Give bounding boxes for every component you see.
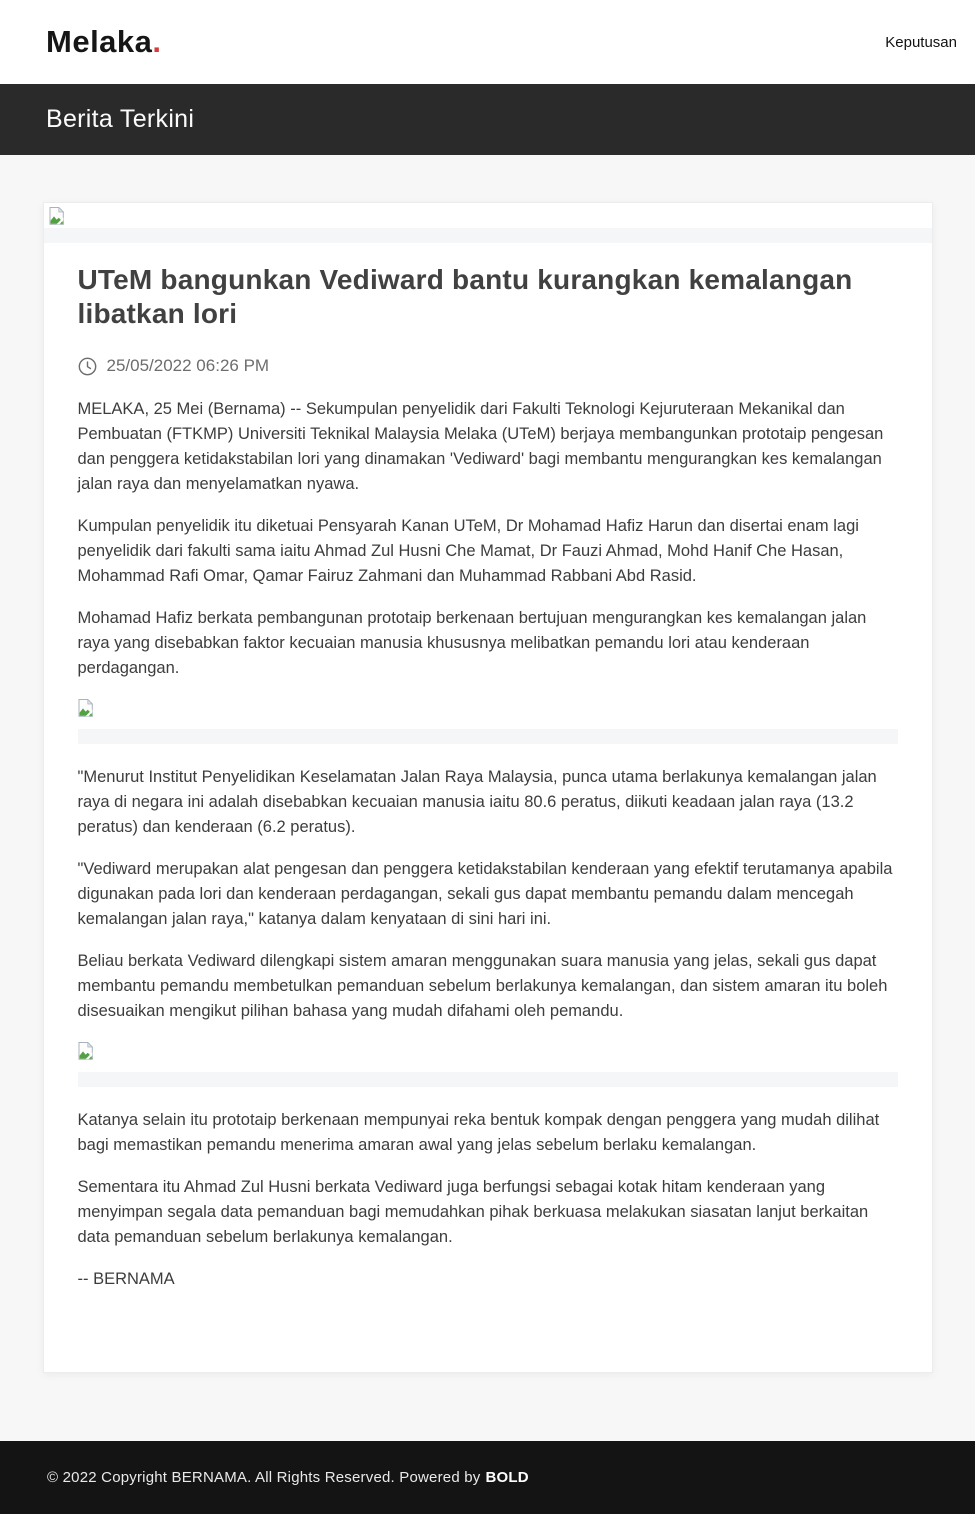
hero-bar: [0, 84, 975, 155]
main-content: [0, 155, 975, 1441]
article-card: [43, 202, 933, 1373]
article-paragraph: "Vediward merupakan alat pengesan dan penggera ketidakstabilan kenderaan yang efektif terutamanya apabila digunakan pada lori dan kenderaan perdagangan, sekali gus dapat membantu pemandu dalam mencegah kemalangan jalan raya," katanya dalam kenyataan di sini hari ini.: [77, 860, 893, 929]
article-body: [44, 263, 932, 1292]
page-title: Berita Terkini: [46, 105, 195, 133]
image-placeholder-bar: [78, 729, 898, 744]
broken-image-icon: [78, 1042, 93, 1060]
article-paragraph: "Menurut Institut Penyelidikan Keselamatan Jalan Raya Malaysia, punca utama berlakunya kemalangan jalan raya di negara ini adalah disebabkan kecuaian manusia iaitu 80.6 peratus, diikuti keadaan jalan raya (13.2 peratus) dan kenderaan (6.2 peratus).: [77, 768, 877, 837]
broken-image-icon: [49, 207, 64, 225]
article-inline-image-broken: [78, 699, 898, 744]
article-paragraph: Katanya selain itu prototaip berkenaan mempunyai reka bentuk kompak dengan penggera yang mudah dilihat bagi memastikan pemandu menerima amaran awal yang jelas sebelum berlaku kemalangan.: [77, 1111, 880, 1155]
footer-copyright: © 2022 Copyright BERNAMA. All Rights Reserved. Powered by: [47, 1469, 481, 1487]
logo-text: Melaka: [46, 24, 153, 59]
site-footer: [0, 1441, 975, 1514]
site-header: [0, 0, 975, 84]
melaka-logo[interactable]: [46, 24, 162, 60]
article-byline: -- BERNAMA: [77, 1270, 175, 1289]
article-paragraph: Sementara itu Ahmad Zul Husni berkata Vediward juga berfungsi sebagai kotak hitam kenderaan yang menyimpan segala data pemanduan bagi memudahkan pihak berkuasa melakukan siasatan lanjut berkaitan data pemanduan sebelum berlakunya kemalangan.: [77, 1178, 869, 1247]
article-paragraph: Beliau berkata Vediward dilengkapi sistem amaran menggunakan suara manusia yang jelas, sekali gus dapat membantu pemandu membetulkan pemanduan sebelum berlakunya kemalangan, dan sistem amaran itu boleh disesuaikan mengikut pilihan bahasa yang mudah difahami oleh pemandu.: [77, 952, 888, 1021]
article-hero-image-broken: [44, 203, 932, 243]
nav-link-keputusan[interactable]: Keputusan: [885, 33, 957, 51]
article-paragraph: Kumpulan penyelidik itu diketuai Pensyarah Kanan UTeM, Dr Mohamad Hafiz Harun dan disertai enam lagi penyelidik dari fakulti sama iaitu Ahmad Zul Husni Che Mamat, Dr Fauzi Ahmad, Mohd Hanif Che Hasan, Mohammad Rafi Omar, Qamar Fairuz Zahmani dan Muhammad Rabbani Abd Rasid.: [77, 517, 859, 586]
article-date: 25/05/2022 06:26 PM: [106, 356, 270, 376]
article-inline-image-broken: [78, 1042, 898, 1087]
article-paragraph: MELAKA, 25 Mei (Bernama) -- Sekumpulan penyelidik dari Fakulti Teknologi Kejuruteraan Mekanikal dan Pembuatan (FTKMP) Universiti Teknikal Malaysia Melaka (UTeM) berjaya membangunkan prototaip pengesan dan penggera ketidakstabilan lori yang dinamakan 'Vediward' bagi membantu mengurangkan kes kemalangan jalan raya dan menyelamatkan nyawa.: [77, 400, 884, 494]
clock-icon: [78, 357, 97, 376]
logo-dot: .: [152, 24, 162, 59]
image-placeholder-bar: [44, 228, 932, 243]
article-paragraph: Mohamad Hafiz berkata pembangunan prototaip berkenaan bertujuan mengurangkan kes kemalangan jalan raya yang disebabkan faktor kecuaian manusia khususnya melibatkan pemandu lori atau kenderaan perdagangan.: [77, 609, 867, 678]
broken-image-icon: [78, 699, 93, 717]
image-placeholder-bar: [78, 1072, 898, 1087]
article-date-row: [78, 356, 898, 376]
footer-brand-link[interactable]: BOLD: [485, 1469, 529, 1487]
article-title: UTeM bangunkan Vediward bantu kurangkan kemalangan libatkan lori: [77, 264, 853, 329]
